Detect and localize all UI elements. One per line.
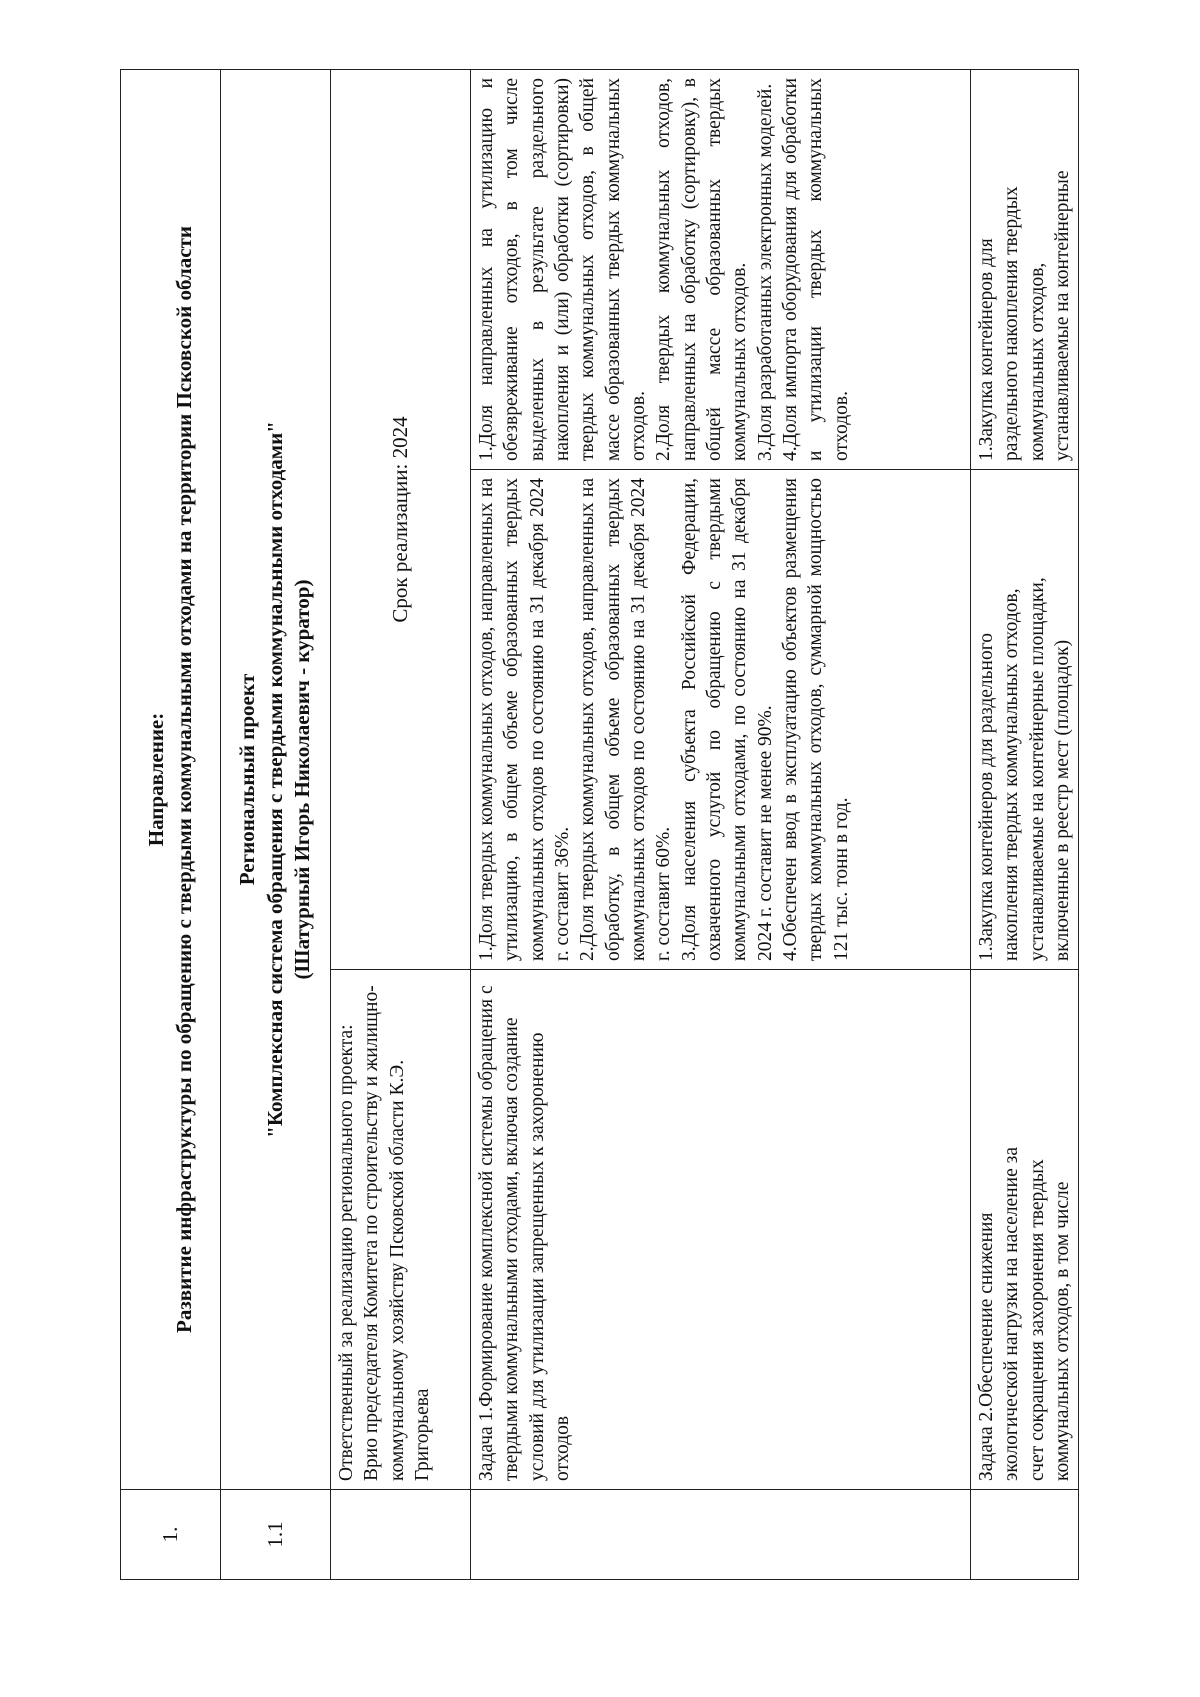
task1-indicator-1: 1.Доля направленных на утилизацию и обезвреживание отходов, в том числе выделенных в результате раздельного накопления и (или) обработки (сортировки) твердых коммунальных отходов, в общей массе образованных твердых коммунальных отходов. (476, 77, 650, 461)
task2-indicator-line: коммунальных отходов, (1026, 262, 1048, 461)
project-row (221, 69, 331, 1579)
responsible-cell: Ответственный за реализацию регионального проекта: Врио председателя Комитета по строительству и жилищно-коммунальному хозяйству Псковской области К.Э. Григорьева (331, 970, 471, 1490)
task1-results (471, 470, 971, 970)
project-label: Региональный проект (234, 673, 259, 886)
project-header (221, 69, 331, 1489)
task1-result-1: 1.Доля твердых коммунальных отходов, направленных на утилизацию, в общем объеме образованных твердых коммунальных отходов по состоянию на 31 декабря 2024 г. составит 36%. (476, 478, 574, 961)
empty-cell (971, 1490, 1079, 1580)
task2-indicator-line: 1.Закупка контейнеров для (976, 238, 997, 461)
task2-indicator-line: раздельного накопления твердых (1001, 186, 1023, 461)
task1-result-3: 3.Доля населения субъекта Российской Федерации, охваченного услугой по обращению с твердыми коммунальными отходами, по состоянию на 31 декабря 2024 г. составит не менее 90%. (678, 478, 776, 961)
task2-indicators (971, 69, 1079, 469)
project-number: 1.1 (221, 1490, 331, 1580)
task2-title (971, 970, 1079, 1490)
task1-indicators (471, 69, 971, 469)
project-title: "Комплексная система обращения с твердыми коммунальными отходами" (262, 421, 287, 1138)
task1-result-2: 2.Доля твердых коммунальных отходов, направленных на обработку, в общем объеме образованных твердых коммунальных отходов по состоянию на 31 декабря 2024 г. составит 60%. (577, 478, 675, 961)
task2-result-line: накопления твердых коммунальных отходов, (1001, 588, 1023, 961)
task2-title-line: коммунальных отходов, в том числе (1052, 1181, 1074, 1481)
task1-indicator-4: 4.Доля импорта оборудования для обработки и утилизации твердых коммунальных отходов. (780, 77, 852, 461)
task1-title: Задача 1.Формирование комплексной системы обращения с твердыми коммунальными отходами, включая создание условий для утилизации запрещенных к захоронению отходов (471, 970, 971, 1490)
project-table (120, 69, 1079, 1580)
task2-title-line: счет сокращения захоронения твердых (1026, 1159, 1048, 1481)
empty-cell (471, 1490, 971, 1580)
direction-title: Развитие инфраструктуры по обращению с твердыми коммунальными отходами на территории Псковской области (171, 226, 196, 1333)
direction-number: 1. (121, 1490, 221, 1580)
task2-result-line: 1.Закупка контейнеров для раздельного (976, 633, 997, 961)
project-curator: (Шатурный Игорь Николаевич - куратор) (290, 579, 315, 980)
direction-row (121, 69, 221, 1579)
direction-label: Направление: (143, 712, 168, 847)
task2-title-line: экологической нагрузки на население за (1001, 1147, 1023, 1481)
task2-title-line: Задача 2.Обеспечение снижения (976, 1212, 997, 1481)
term-cell: Срок реализации: 2024 (331, 69, 471, 969)
task2-indicator-line: устанавливаемые на контейнерные (1052, 170, 1074, 461)
task1-indicator-2: 2.Доля твердых коммунальных отходов, направленных на обработку (сортировку), в общей массе образованных твердых коммунальных отходов. (653, 77, 751, 461)
task2-row (971, 69, 1079, 1579)
task2-result-line: устанавливаемые на контейнерные площадки, (1026, 577, 1048, 961)
task2-results (971, 470, 1079, 970)
empty-cell (331, 1490, 471, 1580)
rotated-table-sheet (120, 70, 1080, 1580)
task2-result-line: включенные в реестр мест (площадок) (1052, 639, 1074, 961)
direction-header (121, 69, 221, 1489)
task1-indicator-3: 3.Доля разработанных электронных моделей. (754, 83, 776, 461)
task1-row (471, 69, 971, 1579)
task1-result-4: 4.Обеспечен ввод в эксплуатацию объектов размещения твердых коммунальных отходов, суммарной мощностью 121 тыс. тонн в год. (780, 478, 852, 961)
responsible-row (331, 69, 471, 1579)
